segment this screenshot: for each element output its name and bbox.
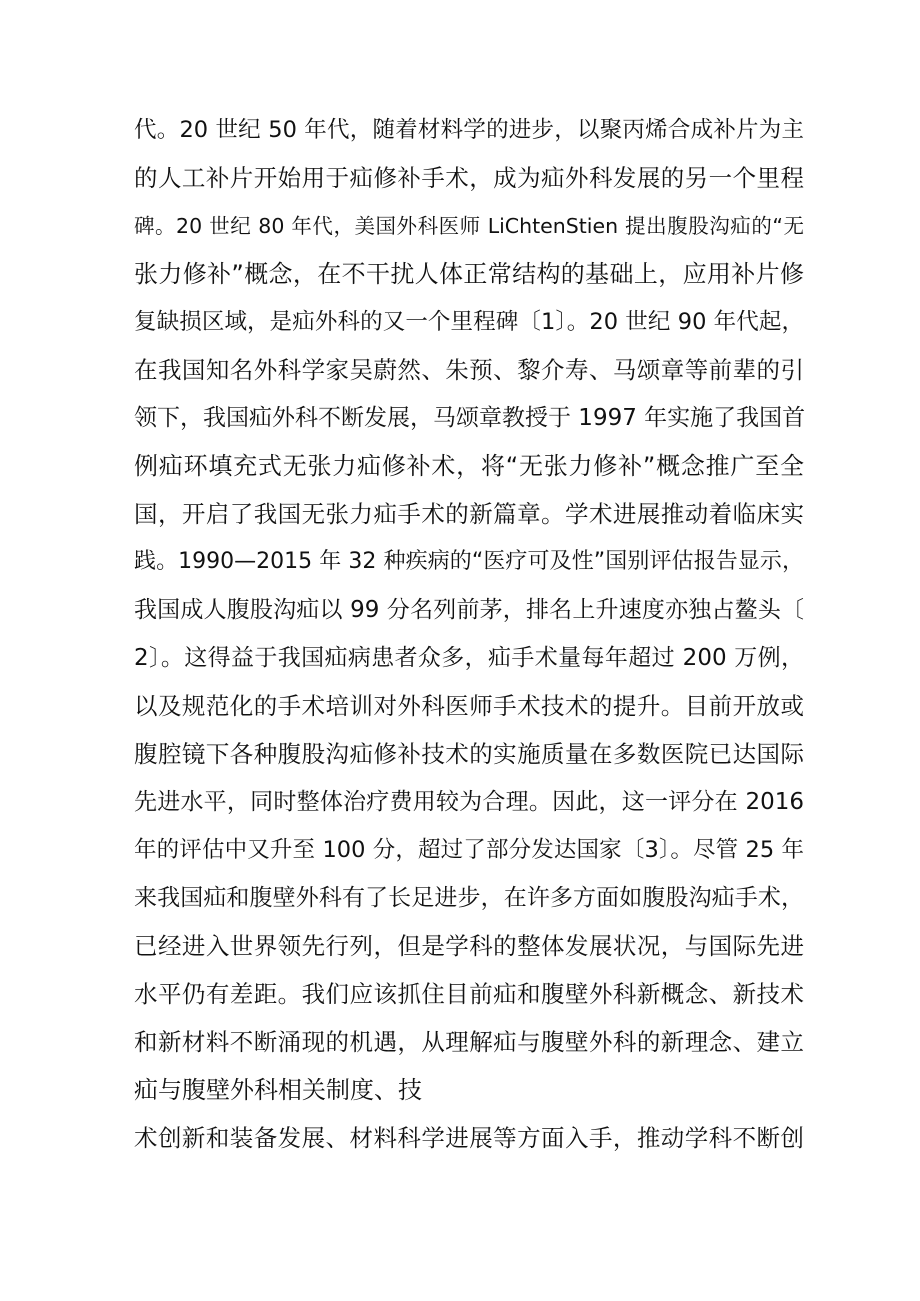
text-line: 领下，我国疝外科不断发展，马颂章教授于 1997 年实施了我国首 [134,405,806,431]
text-line: 疝与腹壁外科相关制度、技 [134,1076,422,1104]
text-line: 张力修补”概念，在不干扰人体正常结构的基础上，应用补片修 [134,260,804,288]
text-line: 年的评估中又升至 100 分，超过了部分发达国家〔3〕。尽管 25 年 [134,837,804,863]
text-line: 水平仍有差距。我们应该抓住目前疝和腹壁外科新概念、新技术 [134,980,804,1008]
text-line: 复缺损区域，是疝外科的又一个里程碑〔1〕。20 世纪 90 年代起， [134,309,804,335]
text-line: 先进水平，同时整体治疗费用较为合理。因此，这一评分在 2016 [134,789,804,815]
text-line: 代。20 世纪 50 年代，随着材料学的进步，以聚丙烯合成补片为主 [134,117,804,143]
text-line: 术创新和装备发展、材料科学进展等方面入手，推动学科不断创 [134,1124,804,1152]
text-line: 2〕。这得益于我国疝病患者众多，疝手术量每年超过 200 万例， [134,645,804,671]
text-line: 以及规范化的手术培训对外科医师手术技术的提升。目前开放或 [134,692,804,720]
text-line: 国，开启了我国无张力疝手术的新篇章。学术进展推动着临床实 [134,500,804,528]
text-line: 来我国疝和腹壁外科有了长足进步，在许多方面如腹股沟疝手术， [134,885,804,911]
text-line: 的人工补片开始用于疝修补手术，成为疝外科发展的另一个里程 [134,164,804,192]
text-line: 和新材料不断涌现的机遇，从理解疝与腹壁外科的新理念、建立 [134,1028,804,1056]
text-line: 在我国知名外科学家吴蔚然、朱预、黎介寿、马颂章等前辈的引 [134,356,804,384]
text-line: 践。1990—2015 年 32 种疾病的“医疗可及性”国别评估报告显示， [134,549,804,574]
text-line: 腹腔镜下各种腹股沟疝修补技术的实施质量在多数医院已达国际 [134,740,804,768]
text-line: 已经进入世界领先行列，但是学科的整体发展状况，与国际先进 [134,932,804,960]
text-line: 我国成人腹股沟疝以 99 分名列前茅，排名上升速度亦独占鳌头〔 [134,597,804,623]
text-line: 例疝环填充式无张力疝修补术，将“无张力修补”概念推广至全 [134,452,804,480]
text-line: 碑。20 世纪 80 年代，美国外科医师 LiChtenStien 提出腹股沟疝的“无 [134,214,804,238]
